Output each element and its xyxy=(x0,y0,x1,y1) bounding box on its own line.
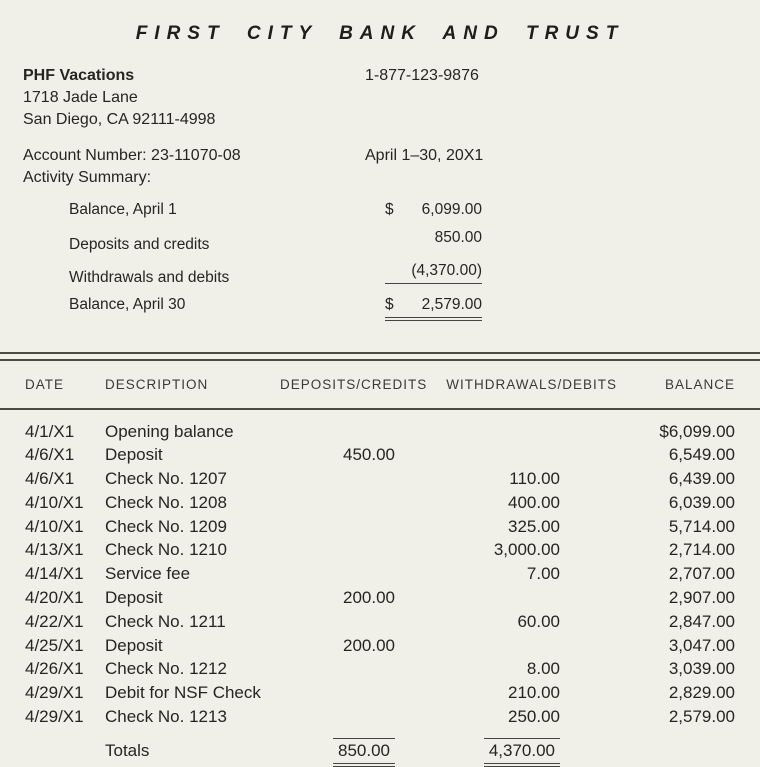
table-row xyxy=(0,538,760,562)
summary-row-closing-balance xyxy=(69,294,482,321)
cell-date: 4/22/X1 xyxy=(25,611,84,631)
summary-amount xyxy=(385,294,482,321)
customer-row xyxy=(23,65,760,87)
cell-balance: 6,549.00 xyxy=(668,445,735,465)
cell-withdrawal: 3,000.00 xyxy=(493,540,560,560)
account-number: Account Number: 23-11070-08 xyxy=(23,147,241,164)
currency-symbol: $ xyxy=(385,295,394,313)
statement-period: April 1–30, 20X1 xyxy=(365,147,484,164)
cell-deposit: 450.00 xyxy=(343,445,395,465)
cell-date: 4/29/X1 xyxy=(25,683,84,703)
totals-withdrawals-cell xyxy=(395,738,560,767)
table-row xyxy=(0,562,760,586)
table-row xyxy=(0,420,760,444)
table-row xyxy=(0,634,760,658)
cell-balance: 5,714.00 xyxy=(668,516,735,536)
column-header-withdrawals: WITHDRAWALS/DEBITS xyxy=(446,376,617,392)
totals-deposits-value: 850.00 xyxy=(333,738,395,767)
cell-date: 4/10/X1 xyxy=(25,492,84,512)
cell-withdrawal: 110.00 xyxy=(509,469,560,489)
cell-balance: 2,907.00 xyxy=(668,588,735,608)
account-row xyxy=(23,145,760,167)
cell-description: Check No. 1209 xyxy=(105,516,227,536)
table-header-rule xyxy=(0,408,760,410)
cell-withdrawal: 325.00 xyxy=(508,516,560,536)
totals-withdrawals-value: 4,370.00 xyxy=(484,738,560,767)
cell-date: 4/6/X1 xyxy=(25,445,75,465)
customer-name: PHF Vacations xyxy=(23,67,135,84)
cell-date: 4/10/X1 xyxy=(25,516,84,536)
section-divider-double-rule xyxy=(0,352,760,361)
cell-date: 4/26/X1 xyxy=(25,659,84,679)
table-row xyxy=(0,515,760,539)
cell-balance: 2,579.00 xyxy=(668,707,735,727)
summary-row-opening-balance xyxy=(69,199,482,222)
cell-date: 4/13/X1 xyxy=(25,540,84,560)
summary-value: 2,579.00 xyxy=(421,295,482,313)
cell-description: Deposit xyxy=(105,635,163,655)
cell-withdrawal: 60.00 xyxy=(517,611,560,631)
table-body xyxy=(0,420,760,729)
statement-info xyxy=(0,65,760,321)
summary-value: 850.00 xyxy=(434,228,482,246)
cell-balance: 2,829.00 xyxy=(668,683,735,703)
cell-description: Check No. 1208 xyxy=(105,492,227,512)
summary-amount xyxy=(385,199,482,222)
table-row xyxy=(0,491,760,515)
activity-summary-label: Activity Summary: xyxy=(23,169,152,186)
cell-description: Service fee xyxy=(105,564,191,584)
column-header-date: DATE xyxy=(25,376,65,392)
cell-deposit: 200.00 xyxy=(343,588,395,608)
cell-description: Check No. 1213 xyxy=(105,707,227,727)
cell-balance: 3,047.00 xyxy=(668,635,735,655)
bank-name-title: FIRST CITY BANK AND TRUST xyxy=(135,23,625,44)
totals-row xyxy=(0,738,760,767)
cell-withdrawal: 8.00 xyxy=(526,659,560,679)
table-row xyxy=(0,586,760,610)
summary-row-withdrawals xyxy=(69,260,482,289)
cell-description: Opening balance xyxy=(105,421,234,441)
cell-withdrawal: 250.00 xyxy=(508,707,560,727)
cell-withdrawal: 400.00 xyxy=(508,492,560,512)
cell-balance: 2,714.00 xyxy=(668,540,735,560)
table-row xyxy=(0,657,760,681)
summary-amount xyxy=(385,260,482,284)
cell-description: Check No. 1210 xyxy=(105,540,227,560)
cell-date: 4/14/X1 xyxy=(25,564,84,584)
cell-date: 4/20/X1 xyxy=(25,588,84,608)
table-row xyxy=(0,681,760,705)
column-header-deposits: DEPOSITS/CREDITS xyxy=(280,376,428,392)
column-header-balance: BALANCE xyxy=(664,376,735,392)
summary-label: Deposits and credits xyxy=(69,235,210,253)
cell-balance: 2,707.00 xyxy=(668,564,735,584)
table-header-row xyxy=(0,361,760,408)
cell-deposit: 200.00 xyxy=(343,635,395,655)
table-row xyxy=(0,705,760,729)
cell-description: Check No. 1211 xyxy=(105,611,226,631)
cell-withdrawal: 210.00 xyxy=(508,683,560,703)
cell-description: Check No. 1212 xyxy=(105,659,227,679)
customer-address-line2: San Diego, CA 92111-4998 xyxy=(23,111,216,128)
summary-label: Withdrawals and debits xyxy=(69,269,230,286)
cell-balance: 6,439.00 xyxy=(668,469,735,489)
cell-balance: 2,847.00 xyxy=(668,611,735,631)
customer-address-line1: 1718 Jade Lane xyxy=(23,89,138,106)
cell-description: Check No. 1207 xyxy=(105,469,227,489)
summary-row-deposits xyxy=(69,227,482,256)
cell-date: 4/6/X1 xyxy=(25,469,75,489)
summary-label: Balance, April 1 xyxy=(69,201,177,218)
cell-description: Deposit xyxy=(105,588,163,608)
cell-description: Debit for NSF Check xyxy=(105,683,261,703)
summary-value: (4,370.00) xyxy=(411,262,482,279)
cell-balance: 3,039.00 xyxy=(668,659,735,679)
currency-symbol: $ xyxy=(385,201,394,218)
cell-date: 4/1/X1 xyxy=(25,421,75,441)
table-row xyxy=(0,443,760,467)
table-row xyxy=(0,610,760,634)
bank-phone: 1-877-123-9876 xyxy=(365,67,479,84)
totals-label: Totals xyxy=(105,740,150,760)
summary-value: 6,099.00 xyxy=(421,201,482,218)
cell-withdrawal: 7.00 xyxy=(526,564,560,584)
summary-label: Balance, April 30 xyxy=(69,295,186,313)
totals-deposits-cell xyxy=(280,738,395,767)
activity-summary xyxy=(69,199,482,321)
cell-description: Deposit xyxy=(105,445,163,465)
table-row xyxy=(0,467,760,491)
cell-date: 4/29/X1 xyxy=(25,707,84,727)
cell-balance: 6,039.00 xyxy=(668,492,735,512)
summary-amount xyxy=(385,227,482,250)
cell-balance: $6,099.00 xyxy=(659,421,735,441)
column-header-description: DESCRIPTION xyxy=(105,376,209,392)
cell-date: 4/25/X1 xyxy=(25,635,84,655)
